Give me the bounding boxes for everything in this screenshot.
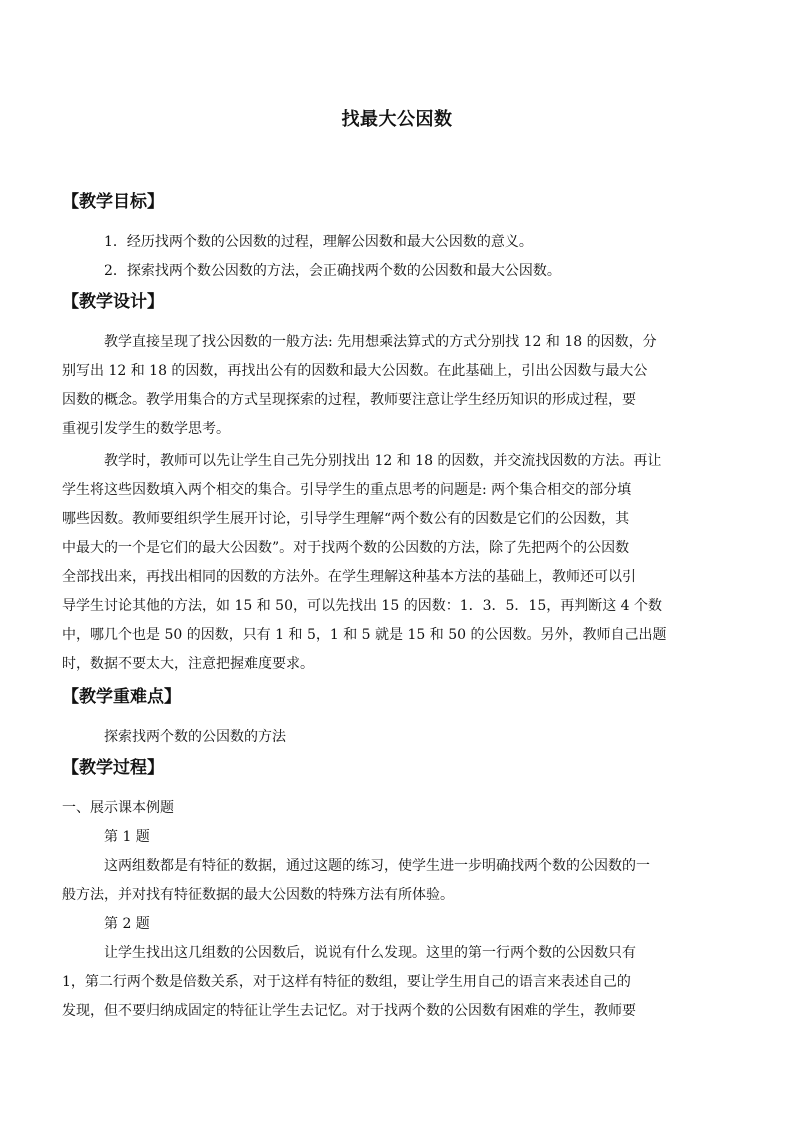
section-heading-goals: 【教学目标】 (62, 192, 164, 212)
design-paragraph-line: 哪些因数。教师要组织学生展开讨论，引导学生理解“两个数公有的因数是它们的公因数，其 (62, 511, 630, 527)
question-line: 让学生找出这几组数的公因数后，说说有什么发现。这里的第一行两个数的公因数只有 (104, 945, 636, 961)
section-heading-design: 【教学设计】 (62, 292, 164, 312)
question-label: 第 2 题 (104, 916, 150, 932)
design-paragraph-line: 别写出 12 和 18 的因数，再找出公有的因数和最大公因数。在此基础上，引出公因数与最大公 (62, 363, 648, 379)
question-line: 般方法，并对找有特征数据的最大公因数的特殊方法有所体验。 (62, 887, 454, 903)
question-label: 第 1 题 (104, 829, 150, 845)
process-subheading: 一、展示课本例题 (62, 800, 174, 816)
design-paragraph-line: 因数的概念。教学用集合的方式呈现探索的过程，教师要注意让学生经历知识的形成过程，要 (62, 392, 636, 408)
design-paragraph-line: 学生将这些因数填入两个相交的集合。引导学生的重点思考的问题是: 两个集合相交的部分填 (62, 482, 632, 498)
section-heading-process: 【教学过程】 (62, 758, 164, 778)
question-line: 发现，但不要归纳成固定的特征让学生去记忆。对于找两个数的公因数有困难的学生，教师要 (62, 1003, 636, 1019)
goal-item: 2．探索找两个数公因数的方法，会正确找两个数的公因数和最大公因数。 (104, 263, 561, 279)
design-paragraph-line: 教学时，教师可以先让学生自己先分别找出 12 和 18 的因数，并交流找因数的方法。再让 (104, 453, 662, 469)
question-line: 这两组数都是有特征的数据，通过这题的练习，使学生进一步明确找两个数的公因数的一 (104, 858, 650, 874)
question-line: 1，第二行两个数是倍数关系，对于这样有特征的数组，要让学生用自己的语言来表述自己的 (62, 974, 631, 990)
section-heading-key-points: 【教学重难点】 (62, 687, 181, 707)
design-paragraph-line: 时，数据不要太大，注意把握难度要求。 (62, 656, 314, 672)
design-paragraph-line: 重视引发学生的数学思考。 (62, 421, 230, 437)
goal-item: 1．经历找两个数的公因数的过程，理解公因数和最大公因数的意义。 (104, 234, 533, 250)
design-paragraph-line: 中最大的一个是它们的最大公因数”。对于找两个数的公因数的方法，除了先把两个的公因数 (62, 540, 630, 556)
key-points-text: 探索找两个数的公因数的方法 (104, 729, 286, 745)
design-paragraph-line: 全部找出来，再找出相同的因数的方法外。在学生理解这种基本方法的基础上，教师还可以引 (62, 569, 636, 585)
design-paragraph-line: 教学直接呈现了找公因数的一般方法: 先用想乘法算式的方式分别找 12 和 18 的因数，分 (104, 334, 657, 350)
design-paragraph-line: 导学生讨论其他的方法，如 15 和 50，可以先找出 15 的因数：1．3．5．15，再判断这 4 个数 (62, 598, 663, 614)
design-paragraph-line: 中，哪几个也是 50 的因数，只有 1 和 5，1 和 5 就是 15 和 50 的公因数。另外，教师自己出题 (62, 627, 667, 643)
page-title: 找最大公因数 (341, 109, 453, 130)
